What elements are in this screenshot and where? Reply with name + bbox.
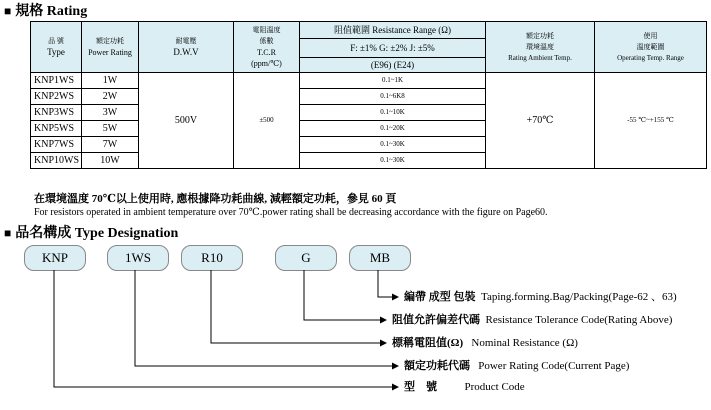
header-tolerance: F: ±1% G: ±2% J: ±5% — [300, 39, 486, 58]
square-bullet-icon: ■ — [4, 4, 12, 18]
cell-power: 3W — [82, 105, 139, 121]
cell-ambient: +70℃ — [486, 73, 595, 169]
code-box-1ws: 1WS — [107, 245, 169, 271]
cell-power: 10W — [82, 153, 139, 169]
header-series: (E96) (E24) — [300, 58, 486, 73]
header-tcr: 電阻溫度 係數 T.C.R (ppm/℃) — [234, 22, 300, 73]
cell-type: KNP2WS — [31, 89, 82, 105]
cell-power: 7W — [82, 137, 139, 153]
header-type: 品 號 Type — [31, 22, 82, 73]
cell-type: KNP3WS — [31, 105, 82, 121]
rating-heading-text: 規格 Rating — [15, 4, 88, 19]
cell-type: KNP1WS — [31, 73, 82, 89]
cell-type: KNP5WS — [31, 121, 82, 137]
cell-power: 2W — [82, 89, 139, 105]
derating-note-en: For resistors operated in ambient temperature over 70℃.power rating shall be decreasing accordance with the figure on Page60. — [34, 207, 548, 218]
cell-range: 0.1~20K — [300, 121, 486, 137]
header-power: 額定功耗 Power Rating — [82, 22, 139, 73]
header-operating: 使用 溫度範圍 Operating Temp. Range — [595, 22, 707, 73]
cell-type: KNP10WS — [31, 153, 82, 169]
type-heading-text: 品名構成 Type Designation — [15, 226, 179, 241]
square-bullet-icon: ■ — [4, 226, 12, 240]
cell-power: 5W — [82, 121, 139, 137]
label-power-code: 額定功耗代碼 Power Rating Code(Current Page) — [404, 360, 630, 372]
label-tolerance: 阻值允許偏差代碼 Resistance Tolerance Code(Rating Above) — [392, 314, 673, 326]
code-box-g: G — [275, 245, 337, 271]
header-range-title: 阻值範圍 Resistance Range (Ω) — [300, 22, 486, 39]
cell-range: 0.1~30K — [300, 137, 486, 153]
cell-range: 0.1~30K — [300, 153, 486, 169]
header-ambient: 額定功耗 環境溫度 Rating Ambient Temp. — [486, 22, 595, 73]
code-box-knp: KNP — [24, 245, 86, 271]
code-box-mb: MB — [349, 245, 411, 271]
label-packing: 編帶 成型 包裝 Taping.forming.Bag/Packing(Page-62 、63) — [404, 291, 677, 303]
cell-operating: -55 ℃~+155 ℃ — [595, 73, 707, 169]
header-dwv: 耐電壓 D.W.V — [139, 22, 234, 73]
cell-range: 0.1~1K — [300, 73, 486, 89]
cell-dwv: 500V — [139, 73, 234, 169]
cell-tcr: ±500 — [234, 73, 300, 169]
derating-note-cn: 在環境溫度 70℃以上使用時, 應根據降功耗曲線, 減輕額定功耗，參見 60 頁 — [34, 193, 397, 205]
cell-type: KNP7WS — [31, 137, 82, 153]
cell-range: 0.1~10K — [300, 105, 486, 121]
cell-range: 0.1~6K8 — [300, 89, 486, 105]
code-box-r10: R10 — [181, 245, 243, 271]
cell-power: 1W — [82, 73, 139, 89]
label-nominal-resistance: 標稱電阻值(Ω) Nominal Resistance (Ω) — [392, 337, 578, 349]
label-product-code: 型 號 Product Code — [404, 381, 525, 393]
